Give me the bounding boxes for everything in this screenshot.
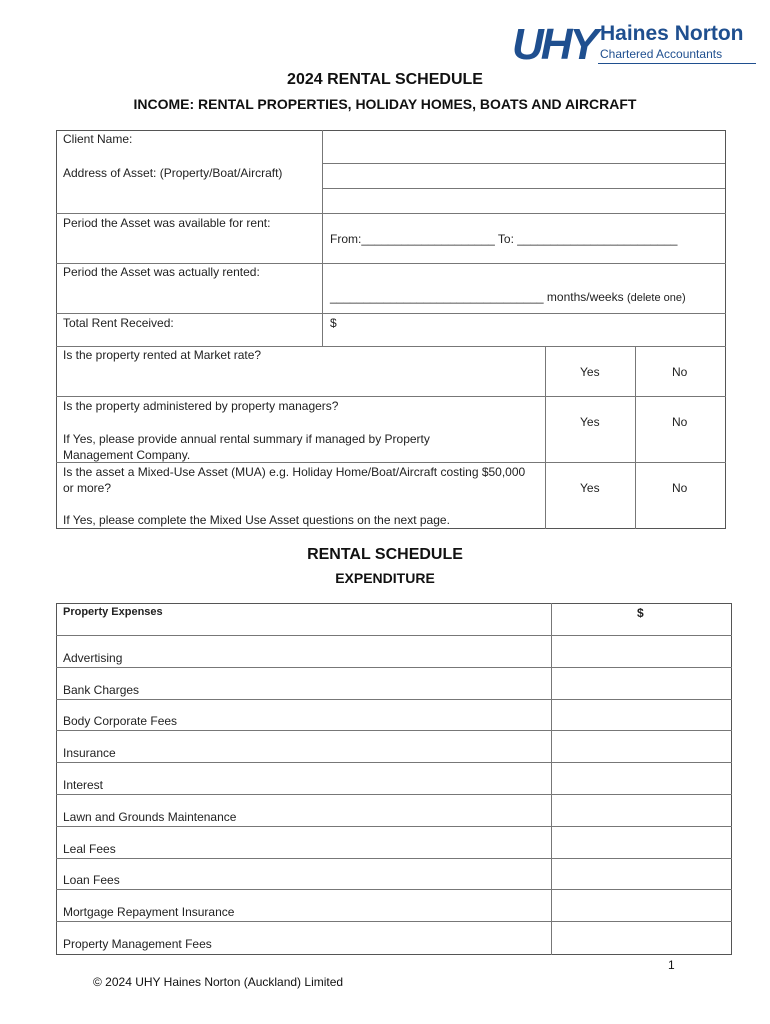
expense-item-label: Property Management Fees bbox=[63, 937, 212, 951]
expense-amount-field[interactable] bbox=[552, 668, 731, 698]
months-line: ________________________________ months/weeks bbox=[330, 290, 624, 304]
managers-yes[interactable]: Yes bbox=[580, 415, 600, 429]
expense-item-label: Loan Fees bbox=[63, 873, 120, 888]
period-available-label: Period the Asset was available for rent: bbox=[63, 216, 271, 230]
from-to-field[interactable]: From:____________________ To: ________________________ bbox=[330, 232, 678, 246]
expense-amount-field[interactable] bbox=[552, 795, 731, 825]
address-field[interactable] bbox=[323, 164, 725, 213]
expense-item-label: Interest bbox=[63, 778, 104, 792]
mua-question: Is the asset a Mixed-Use Asset (MUA) e.g. Holiday Home/Boat/Aircraft costing $50,000 or more? bbox=[63, 465, 526, 495]
expense-amount-field[interactable] bbox=[552, 731, 731, 761]
managers-no[interactable]: No bbox=[672, 415, 688, 429]
expense-item-label: Body Corporate Fees bbox=[63, 714, 178, 729]
company-logo bbox=[512, 20, 758, 70]
page-number: 1 bbox=[668, 958, 675, 972]
months-weeks-field[interactable] bbox=[330, 290, 686, 304]
mua-note: If Yes, please complete the Mixed Use Asset questions on the next page. bbox=[63, 513, 450, 527]
expense-item-label: Lawn and Grounds Maintenance bbox=[63, 809, 237, 824]
expense-amount-field[interactable] bbox=[552, 922, 731, 952]
expenditure-title: RENTAL SCHEDULE bbox=[307, 546, 463, 563]
logo-name: Haines Norton bbox=[600, 22, 744, 45]
expenses-header-amount: $ bbox=[637, 606, 644, 620]
mua-no[interactable]: No bbox=[672, 481, 688, 495]
expense-amount-field[interactable] bbox=[552, 827, 731, 857]
copyright: © 2024 UHY Haines Norton (Auckland) Limited bbox=[93, 975, 344, 989]
client-name-label: Client Name: bbox=[63, 132, 133, 146]
expense-amount-field[interactable] bbox=[552, 763, 731, 793]
total-rent-label: Total Rent Received: bbox=[63, 316, 174, 330]
address-label: Address of Asset: (Property/Boat/Aircraft) bbox=[63, 166, 283, 180]
period-rented-label: Period the Asset was actually rented: bbox=[63, 265, 260, 279]
client-name-field[interactable] bbox=[323, 131, 725, 163]
market-rate-question: Is the property rented at Market rate? bbox=[63, 348, 262, 362]
expense-amount-field[interactable] bbox=[552, 890, 731, 920]
logo-rule bbox=[598, 63, 756, 64]
market-rate-no[interactable]: No bbox=[672, 365, 688, 379]
managers-note: If Yes, please provide annual rental summary if managed by Property Management Company. bbox=[63, 432, 430, 462]
expense-item-label: Bank Charges bbox=[63, 682, 140, 697]
logo-tagline: Chartered Accountants bbox=[600, 47, 723, 61]
expenditure-subtitle: EXPENDITURE bbox=[335, 570, 435, 586]
delete-one-note: (delete one) bbox=[626, 292, 686, 304]
page-title: 2024 RENTAL SCHEDULE bbox=[287, 71, 483, 88]
expense-item-label: Advertising bbox=[63, 650, 123, 665]
expense-item-label: Leal Fees bbox=[63, 841, 116, 856]
page-subtitle: INCOME: RENTAL PROPERTIES, HOLIDAY HOMES, BOATS AND AIRCRAFT bbox=[133, 96, 637, 112]
total-rent-field[interactable]: $ bbox=[330, 316, 337, 330]
logo-mark: UHY bbox=[512, 20, 596, 69]
mua-yes[interactable]: Yes bbox=[580, 481, 600, 495]
expense-amount-field[interactable] bbox=[552, 859, 731, 889]
expenses-header-label: Property Expenses bbox=[63, 606, 163, 618]
managers-question: Is the property administered by property managers? bbox=[63, 399, 339, 413]
expense-item-label: Mortgage Repayment Insurance bbox=[63, 905, 235, 920]
expense-item-label: Insurance bbox=[63, 746, 116, 761]
expense-amount-field[interactable] bbox=[552, 636, 731, 666]
market-rate-yes[interactable]: Yes bbox=[580, 365, 600, 379]
expense-amount-field[interactable] bbox=[552, 700, 731, 730]
